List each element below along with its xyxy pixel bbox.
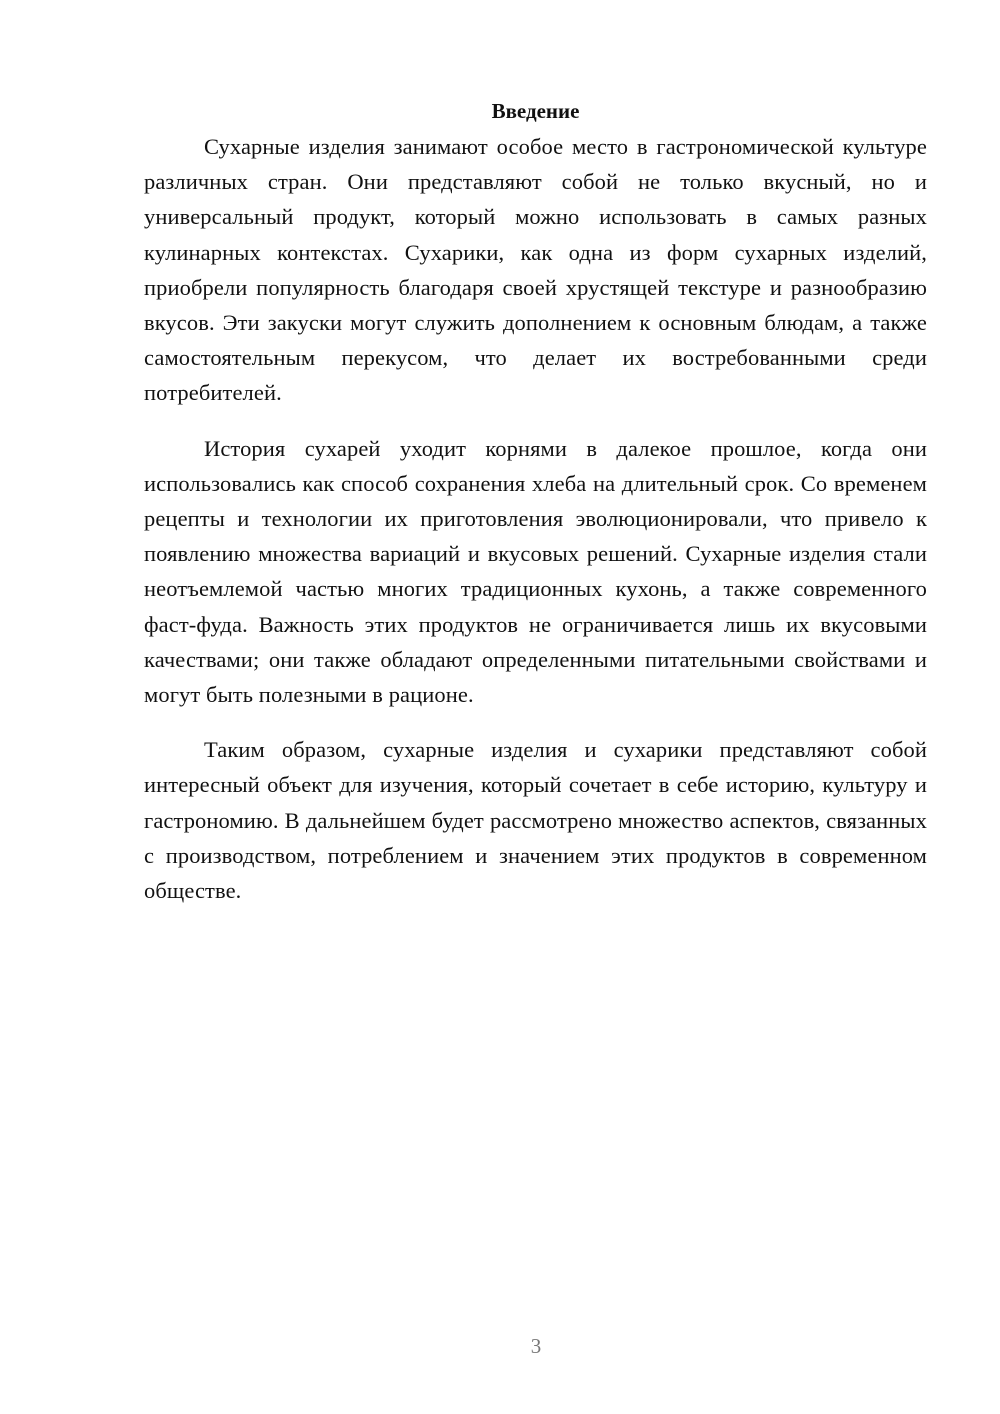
paragraph-2: История сухарей уходит корнями в далекое прошлое, когда они использовались как способ сохранения хлеба на длительный срок. Со временем рецепты и технологии их приготовления эволюционировали, что привело к появлению множества вариаций и вкусовых решений. Сухарные изделия стали неотъемлемой частью многих традиционных кухонь, а также современного фаст-фуда. Важность этих продуктов не ограничивается лишь их вкусовыми качествами; они также обладают определенными питательными свойствами и могут быть полезными в рационе. — [144, 435, 927, 708]
page-number: 3 — [530, 1334, 542, 1358]
section-title: Введение — [491, 99, 580, 123]
paragraph-3: Таким образом, сухарные изделия и сухарики представляют собой интересный объект для изучения, который сочетает в себе историю, культуру и гастрономию. В дальнейшем будет рассмотрено множество аспектов, связанных с производством, потреблением и значением этих продуктов в современном обществе. — [144, 737, 927, 904]
page-content — [144, 96, 927, 928]
paragraph-1: Сухарные изделия занимают особое место в гастрономической культуре различных стран. Они представляют собой не только вкусный, но и универсальный продукт, который можно использовать в самых разных кулинарных контекстах. Сухарики, как одна из форм сухарных изделий, приобрели популярность благодаря своей хрустящей текстуре и разнообразию вкусов. Эти закуски могут служить дополнением к основным блюдам, а также самостоятельным перекусом, что делает их востребованными среди потребителей. — [144, 134, 927, 406]
